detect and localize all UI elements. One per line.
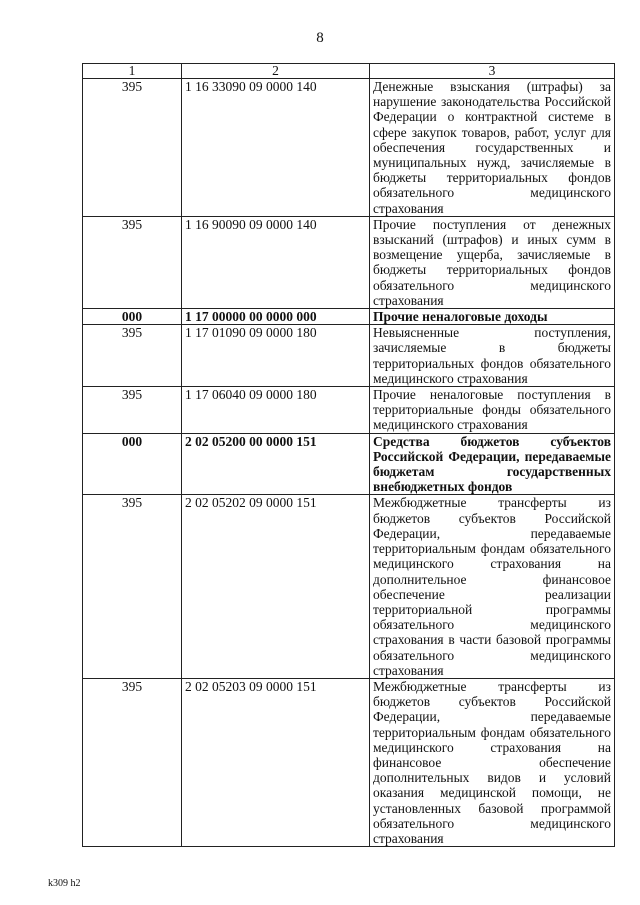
column-number-2: 2: [182, 64, 370, 79]
budget-code-cell: 2 02 05203 09 0000 151: [182, 678, 370, 846]
admin-code-cell: 395: [83, 325, 182, 387]
table-row: [83, 79, 615, 217]
table-row: [83, 216, 615, 308]
table-header-row: [83, 64, 615, 79]
admin-code-cell: 395: [83, 387, 182, 434]
admin-code-cell: 000: [83, 433, 182, 495]
revenue-name-cell: Прочие неналоговые поступления в территориальные фонды обязательного медицинского страхования: [370, 387, 615, 434]
admin-code-cell: 395: [83, 79, 182, 217]
table-row: [83, 387, 615, 434]
revenue-name-cell: Денежные взыскания (штрафы) за нарушение законодательства Российской Федерации о контрактной системе в сфере закупок товаров, работ, услуг для обеспечения государственных и муниципальных нужд, зачисляемые в бюджеты территориальных фондов обязательного медицинского страхования: [370, 79, 615, 217]
budget-code-cell: 2 02 05202 09 0000 151: [182, 495, 370, 678]
admin-code-cell: 395: [83, 495, 182, 678]
page-number: 8: [316, 30, 324, 46]
table-row-group: [83, 433, 615, 495]
revenue-name-cell: Межбюджетные трансферты из бюджетов субъектов Российской Федерации, передаваемые территориальным фондам обязательного медицинского страхования на дополнительное финансовое обеспечение реализации территориальной программы обязательного медицинского страхования в части базовой программы обязательного медицинского страхования: [370, 495, 615, 678]
budget-code-cell: 2 02 05200 00 0000 151: [182, 433, 370, 495]
document-code-footer: k309 h2: [48, 878, 81, 889]
table-row: [83, 678, 615, 846]
revenue-name-cell: Средства бюджетов субъектов Российской Федерации, передаваемые бюджетам государственных внебюджетных фондов: [370, 433, 615, 495]
admin-code-cell: 000: [83, 309, 182, 325]
revenue-codes-table: [82, 63, 615, 847]
admin-code-cell: 395: [83, 216, 182, 308]
budget-code-cell: 1 17 00000 00 0000 000: [182, 309, 370, 325]
budget-code-cell: 1 16 33090 09 0000 140: [182, 79, 370, 217]
column-number-1: 1: [83, 64, 182, 79]
table-row: [83, 495, 615, 678]
budget-code-cell: 1 17 01090 09 0000 180: [182, 325, 370, 387]
table-row-group: [83, 309, 615, 325]
revenue-name-cell: Невыясненные поступления, зачисляемые в бюджеты территориальных фондов обязательного медицинского страхования: [370, 325, 615, 387]
revenue-name-cell: Прочие неналоговые доходы: [370, 309, 615, 325]
admin-code-cell: 395: [83, 678, 182, 846]
budget-code-cell: 1 17 06040 09 0000 180: [182, 387, 370, 434]
column-number-3: 3: [370, 64, 615, 79]
revenue-name-cell: Прочие поступления от денежных взысканий (штрафов) и иных сумм в возмещение ущерба, зачисляемые в бюджеты территориальных фондов обязательного медицинского страхования: [370, 216, 615, 308]
budget-code-cell: 1 16 90090 09 0000 140: [182, 216, 370, 308]
revenue-name-cell: Межбюджетные трансферты из бюджетов субъектов Российской Федерации, передаваемые территориальным фондам обязательного медицинского страхования на финансовое обеспечение дополнительных видов и условий оказания медицинской помощи, не установленных базовой программой обязательного медицинского страхования: [370, 678, 615, 846]
table-row: [83, 325, 615, 387]
